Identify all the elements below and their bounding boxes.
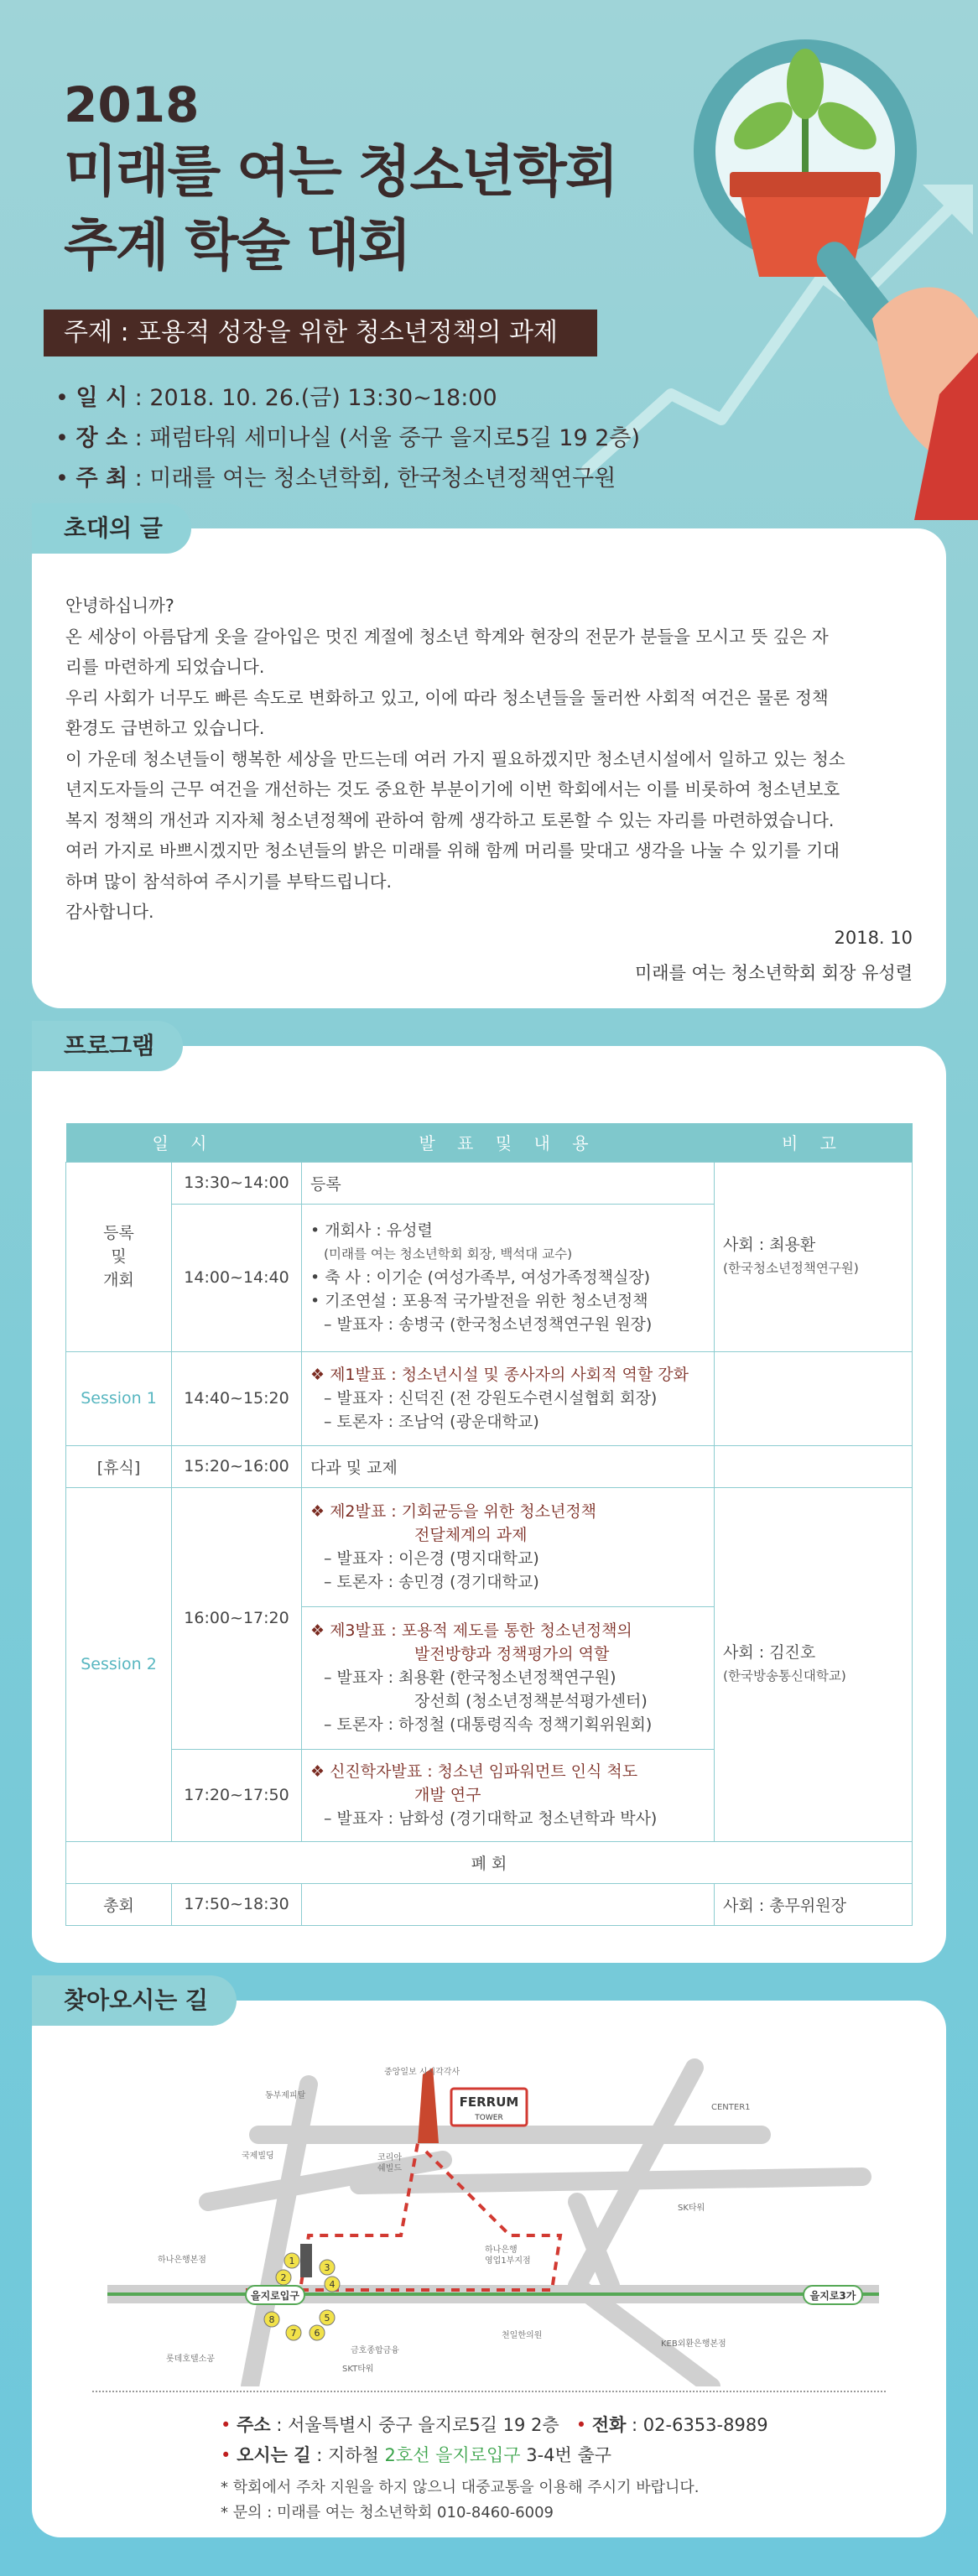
note-line: 사회 : 최용환	[723, 1236, 816, 1254]
table-row	[66, 1162, 913, 1204]
map-label-jungang: 중앙일보 시시각각사	[384, 2068, 460, 2077]
exit-5: 5	[324, 2313, 330, 2324]
reg-label-line: 개회	[103, 1271, 134, 1289]
note-cell: 사회 : 총무위원장	[715, 1883, 913, 1925]
table-row	[66, 1351, 913, 1445]
map-label-center1: CENTER1	[711, 2103, 751, 2112]
time-cell: 15:20~16:00	[172, 1445, 302, 1487]
invitation-line: 온 세상이 아름답게 옷을 갈아입은 멋진 계절에 청소년 학계와 현장의 전문가 분들을 모시고 뜻 깊은 자	[65, 626, 829, 647]
session-label: Session 1	[66, 1351, 172, 1445]
event-title-line2: 추계 학술 대회	[64, 213, 410, 278]
content-line: 장선희 (청소년정책분석평가센터)	[414, 1692, 648, 1710]
invitation-body	[65, 591, 921, 928]
exit-6: 6	[314, 2328, 320, 2339]
invitation-signature: 미래를 여는 청소년학회 회장 유성렬	[635, 963, 913, 983]
content-line: – 토론자 : 송민경 (경기대학교)	[324, 1573, 539, 1591]
session-label: Session 2	[66, 1487, 172, 1841]
table-row	[66, 1487, 913, 1606]
map-label-gukje: 국제빌딩	[242, 2152, 274, 2161]
content-line: – 발표자 : 송병국 (한국청소년정책연구원 원장)	[324, 1315, 653, 1334]
directions-card	[32, 1986, 946, 2537]
invitation-line: 년지도자들의 근무 여건을 개선하는 것도 중요한 부분이기에 이번 학회에서는 이를 비롯하여 청소년보호	[65, 779, 840, 799]
table-row	[66, 1841, 913, 1883]
invitation-line: 안녕하십니까?	[65, 596, 174, 616]
map-label-cheonil: 천일한의원	[502, 2331, 543, 2340]
reg-label	[66, 1162, 172, 1351]
table-row	[66, 1445, 913, 1487]
map-label-hana2: 하나은행	[485, 2246, 518, 2255]
route-post: 3-4번 출구	[520, 2445, 612, 2465]
note-line: (한국방송통신대학교)	[723, 1668, 846, 1684]
break-label: [휴식]	[66, 1445, 172, 1487]
contact-note: * 문의 : 미래를 여는 청소년학회 010-8460-6009	[221, 2504, 554, 2521]
header-datetime: 일 시	[66, 1123, 302, 1162]
note-cell	[715, 1487, 913, 1841]
info-venue: • 장 소 : 패럼타워 세미나실 (서울 중구 을지로5길 19 2층)	[55, 425, 641, 451]
map-label-korea: 코리아	[377, 2153, 402, 2162]
closing-label: 폐 회	[66, 1841, 913, 1883]
time-cell: 13:30~14:00	[172, 1162, 302, 1204]
station-building-icon	[300, 2244, 312, 2277]
invitation-line: 이 가운데 청소년들이 행복한 세상을 만드는데 여러 가지 필요하겠지만 청소년시설에서 일하고 있는 청소	[65, 748, 845, 769]
time-cell: 14:40~15:20	[172, 1351, 302, 1445]
ferrum-tower-icon	[418, 2068, 439, 2143]
phone-label: 전화	[591, 2415, 627, 2435]
reg-label-line: 등록	[103, 1224, 134, 1242]
map-label-hana-store: 하나은행본점	[158, 2256, 206, 2265]
content-cell	[302, 1883, 715, 1925]
route-subway: 2호선 을지로입구	[384, 2445, 521, 2465]
info-host: • 주 최 : 미래를 여는 청소년학회, 한국청소년정책연구원	[55, 466, 616, 492]
exit-2: 2	[280, 2272, 287, 2283]
time-cell: 17:20~17:50	[172, 1749, 302, 1841]
content-cell	[302, 1204, 715, 1351]
content-line: (미래를 여는 청소년학회 회장, 백석대 교수)	[324, 1246, 573, 1262]
route-pre: : 지하철	[310, 2445, 385, 2465]
content-cell: 등록	[302, 1162, 715, 1204]
header-content: 발 표 및 내 용	[302, 1123, 715, 1162]
plant-icon	[787, 49, 824, 119]
content-cell: 다과 및 교제	[302, 1445, 715, 1487]
content-line: ❖ 제2발표 : 기회균등을 위한 청소년정책	[310, 1502, 597, 1521]
map-label-geumgang: 금호종합금융	[351, 2346, 399, 2355]
header-note: 비 고	[715, 1123, 913, 1162]
content-line: – 발표자 : 신덕진 (전 강원도수련시설협회 회장)	[324, 1389, 658, 1408]
map-label-skt: SKT타워	[342, 2365, 374, 2374]
invitation-tab: 초대의 글	[32, 503, 191, 554]
invitation-line: 감사합니다.	[65, 902, 154, 922]
directions-tab: 찾아오시는 길	[32, 1975, 237, 2026]
map-label-sk: SK타워	[678, 2204, 705, 2213]
map-label-hana3: 영업1부지점	[485, 2256, 531, 2266]
content-line: 전달체계의 과제	[414, 1526, 528, 1544]
invitation-line: 여러 가지로 바쁘시겠지만 청소년들의 밝은 미래를 위해 함께 머리를 맞대고 생각을 나눌 수 있기를 기대	[65, 840, 840, 861]
map-label-ferrum: FERRUM	[459, 2095, 519, 2110]
note-cell	[715, 1351, 913, 1445]
content-cell	[302, 1749, 715, 1841]
info-value: : 2018. 10. 26.(금) 13:30~18:00	[127, 385, 497, 411]
invitation-line: 리를 마련하게 되었습니다.	[65, 657, 265, 677]
invitation-line: 복지 정책의 개선과 지자체 청소년정책에 관하여 함께 생각하고 토론할 수 있는 자리를 마련하였습니다.	[65, 809, 835, 830]
exit-8: 8	[268, 2314, 275, 2325]
content-line: ❖ 신진학자발표 : 청소년 임파워먼트 인식 척도	[310, 1762, 638, 1781]
note-cell	[715, 1445, 913, 1487]
parking-note: * 학회에서 주차 지원을 하지 않으니 대중교통을 이용해 주시기 바랍니다.	[221, 2479, 700, 2496]
address-line: • 주소 : 서울특별시 중구 을지로5길 19 2층 • 전화 : 02-6353-8989	[221, 2415, 768, 2435]
content-line: – 발표자 : 최용환 (한국청소년정책연구원)	[324, 1668, 616, 1687]
note-cell	[715, 1162, 913, 1351]
route-label: 오시는 길	[237, 2445, 311, 2465]
info-label: 장 소	[75, 425, 128, 451]
exit-3: 3	[324, 2262, 330, 2273]
content-line: 발전방향과 정책평가의 역할	[414, 1645, 610, 1663]
program-card	[32, 1032, 946, 1963]
content-line: – 발표자 : 이은경 (명지대학교)	[324, 1549, 539, 1568]
content-line: • 개회사 : 유성렬	[310, 1221, 433, 1240]
route-line: • 오시는 길 : 지하철 2호선 을지로입구 3-4번 출구	[221, 2445, 612, 2465]
map-label-korea2: 쉐빌드	[377, 2164, 402, 2173]
program-tab: 프로그램	[32, 1021, 183, 1071]
info-label: 일 시	[75, 385, 128, 411]
exit-4: 4	[329, 2279, 336, 2290]
program-table	[65, 1123, 913, 1926]
content-line: – 토론자 : 하정철 (대통령직속 정책기획위원회)	[324, 1715, 653, 1734]
note-line: (한국청소년정책연구원)	[723, 1261, 859, 1276]
event-year: 2018	[64, 76, 200, 133]
content-line: • 기조연설 : 포용적 국가발전을 위한 청소년정책	[310, 1292, 648, 1310]
content-line: 개발 연구	[414, 1786, 481, 1804]
map-label-dongbu: 동부제피탈	[265, 2091, 306, 2100]
event-title-line1: 미래를 여는 청소년학회	[64, 139, 617, 204]
theme-banner: 주제 : 포용적 성장을 위한 청소년정책의 과제	[44, 310, 597, 356]
invitation-line: 우리 사회가 너무도 빠른 속도로 변화하고 있고, 이에 따라 청소년들을 둘러싼 사회적 여건은 물론 정책	[65, 687, 829, 708]
content-line: • 축 사 : 이기순 (여성가족부, 여성가족정책실장)	[310, 1268, 651, 1287]
exit-1: 1	[289, 2256, 295, 2266]
invitation-card	[32, 514, 946, 1008]
map-label-station3: 을지로3가	[809, 2290, 856, 2302]
table-row	[66, 1883, 913, 1925]
map-label-lotte: 롯데호텔소공	[166, 2355, 215, 2364]
info-datetime: • 일 시 : 2018. 10. 26.(금) 13:30~18:00	[55, 385, 497, 411]
content-line: ❖ 제3발표 : 포용적 제도를 통한 청소년정책의	[310, 1621, 632, 1640]
address-value: : 서울특별시 중구 을지로5길 19 2층	[270, 2415, 559, 2435]
reg-label-line: 및	[111, 1247, 127, 1266]
address-label: 주소	[237, 2415, 271, 2435]
table-header-row	[66, 1123, 913, 1162]
general-meeting-label: 총회	[66, 1883, 172, 1925]
time-cell: 17:50~18:30	[172, 1883, 302, 1925]
divider	[92, 2391, 886, 2392]
info-label: 주 최	[75, 466, 128, 492]
content-cell	[302, 1606, 715, 1749]
content-line: – 토론자 : 조남억 (광운대학교)	[324, 1413, 539, 1431]
content-line: – 발표자 : 남화성 (경기대학교 청소년학과 박사)	[324, 1809, 658, 1828]
info-value: : 미래를 여는 청소년학회, 한국청소년정책연구원	[127, 466, 616, 492]
content-line: ❖ 제1발표 : 청소년시설 및 종사자의 사회적 역할 강화	[310, 1366, 689, 1384]
content-cell	[302, 1351, 715, 1445]
invitation-line: 하며 많이 참석하여 주시기를 부탁드립니다.	[65, 871, 393, 892]
map-label-station: 을지로입구	[251, 2290, 299, 2302]
phone-value[interactable]: : 02-6353-8989	[626, 2415, 768, 2435]
time-cell: 16:00~17:20	[172, 1487, 302, 1749]
invitation-line: 환경도 급변하고 있습니다.	[65, 718, 265, 738]
map-label-keb: KEB외환은행본점	[661, 2339, 726, 2349]
content-cell	[302, 1487, 715, 1606]
location-map	[107, 2034, 879, 2386]
invitation-date: 2018. 10	[834, 928, 913, 948]
map-label-tower: TOWER	[475, 2114, 503, 2122]
time-cell: 14:00~14:40	[172, 1204, 302, 1351]
exit-7: 7	[290, 2328, 297, 2339]
info-value: : 패럼타워 세미나실 (서울 중구 을지로5길 19 2층)	[127, 425, 641, 451]
note-line: 사회 : 김진호	[723, 1643, 816, 1662]
